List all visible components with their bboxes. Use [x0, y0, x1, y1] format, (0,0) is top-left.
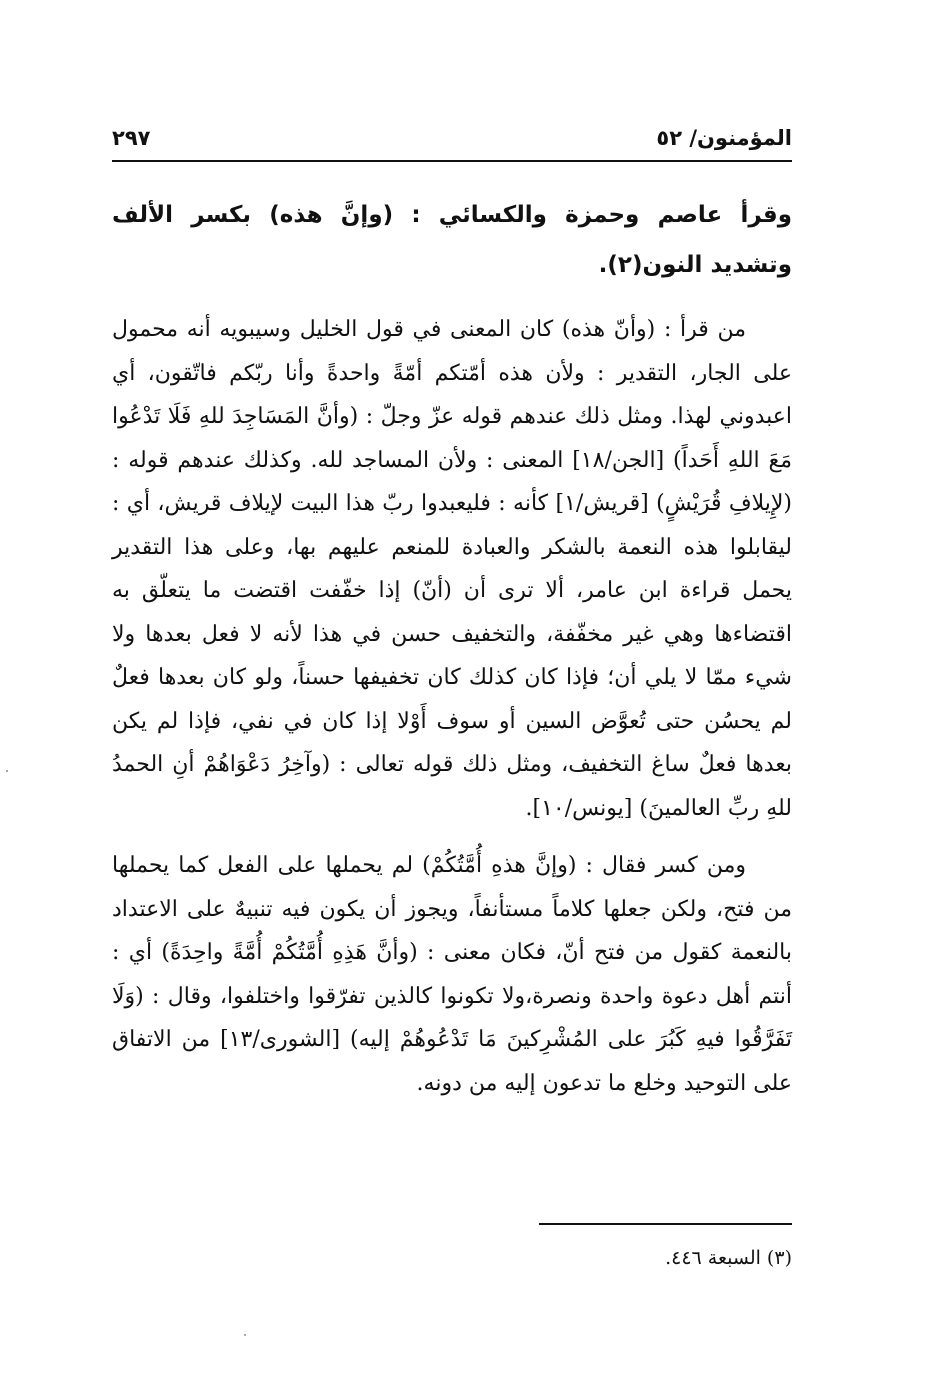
book-page [112, 0, 792, 1383]
running-title: المؤمنون/ ٥٢ [656, 126, 792, 150]
paragraph-kasra-reading: ومن كسر فقال : (وإنَّ هذهِ أُمَّتُكُمْ) لم يحملها على الفعل كما يحملها من فتح، ولكن جعلها كلاماً مستأنفاً، ويجوز أن يكون فيه تنبيهٌ على الاعتداد بالنعمة كقول من فتح أنّ، فكان معنى : (وأنَّ هَذِهِ أُمَّتُكُمْ أُمَّةً واحِدَةً) أي : أنتم أهل دعوة واحدة ونصرة،ولا تكونوا كالذين تفرّقوا واختلفوا، وقال : (وَلَا تَفَرَّقُوا فيهِ كَبُرَ على المُشْرِكينَ مَا تَدْعُوهُمْ إليه) [الشورى/١٣] من الاتفاق على التوحيد وخلع ما تدعون إليه من دونه. [112, 853, 792, 1096]
margin-speck [244, 1334, 246, 1336]
page-header [112, 118, 792, 158]
footnote-divider [539, 1223, 792, 1225]
main-text [112, 190, 792, 1119]
margin-speck [6, 770, 8, 772]
page-number: ٢٩٧ [112, 126, 151, 150]
header-divider [112, 160, 792, 162]
paragraph-fatha-reading: من قرأ : (وأنّ هذه) كان المعنى في قول الخليل وسيبويه أنه محمول على الجار، التقدير : ولأن هذه أمّتكم أمّةً واحدةً وأنا ربّكم فاتّقون، أي اعبدوني لهذا. ومثل ذلك عندهم قوله عزّ وجلّ : (وأنَّ المَسَاجِدَ للهِ فَلَا تَدْعُوا مَعَ اللهِ أَحَداً) [الجن/١٨] المعنى : ولأن المساجد لله. وكذلك عندهم قوله : (لإِيلافِ قُرَيْشٍ) [قريش/١] كأنه : فليعبدوا ربّ هذا البيت لإيلاف قريش، أي : ليقابلوا هذه النعمة بالشكر والعبادة للمنعم عليهم بها، وعلى هذا التقدير يحمل قراءة ابن عامر، ألا ترى أن (أنّ) إذا خفّفت اقتضت ما يتعلّق به اقتضاءها وهي غير مخفّفة، والتخفيف حسن في هذا لأنه لا فعل بعدها ولا شيء ممّا لا يلي أن؛ فإذا كان كذلك كان تخفيفها حسناً، ولو كان بعدها فعلٌ لم يحسُن حتى تُعوَّض السين أو سوف أَوْلا إذا كان في نفي، فإذا لم يكن بعدها فعلٌ ساغ التخفيف، ومثل ذلك قوله تعالى : (وآخِرُ دَعْوَاهُمْ أنِ الحمدُ للهِ ربِّ العالمينَ) [يونس/١٠]. [112, 317, 793, 821]
paragraph-reading-variants: وقرأ عاصم وحمزة والكسائي : (وإنَّ هذه) بكسر الألف وتشديد النون(٢). [112, 202, 792, 278]
footnote: (٣) السبعة ٤٤٦. [665, 1247, 792, 1269]
